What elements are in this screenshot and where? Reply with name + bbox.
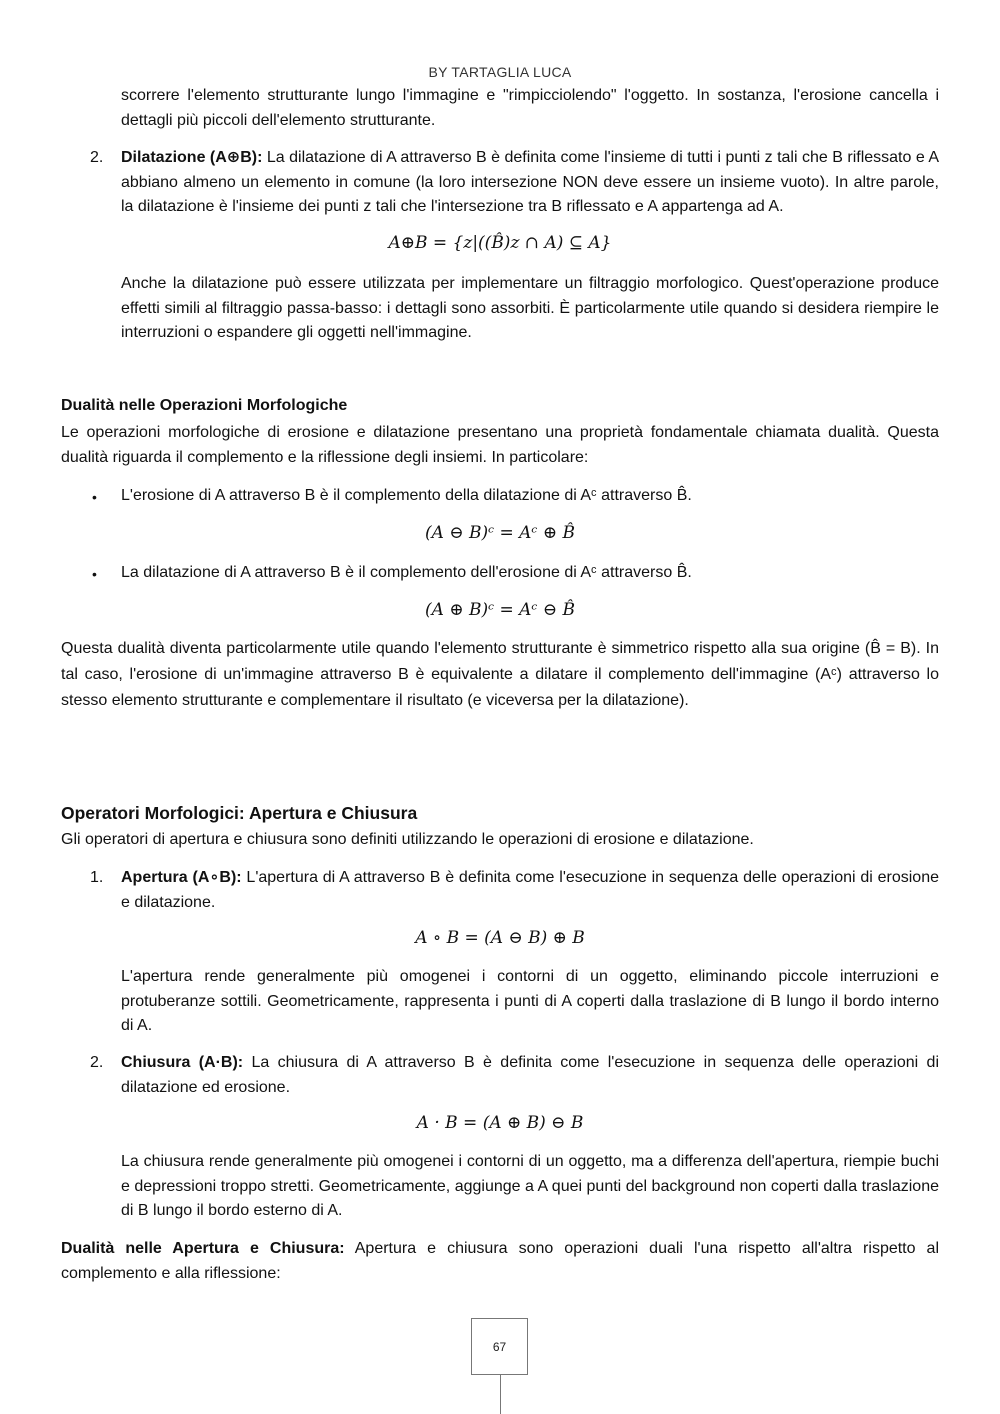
operators-intro: Gli operatori di apertura e chiusura sono definiti utilizzando le operazioni di erosione e dilatazione.: [61, 831, 754, 848]
opening-text: L'apertura di A attraverso B è definita come l'esecuzione in sequenza delle operazioni di erosione e dilatazione.: [121, 869, 939, 911]
dilation-item: [121, 146, 939, 220]
dilation-title: Dilatazione (A⊕B):: [121, 149, 263, 166]
opening-item: [121, 866, 939, 915]
duality-heading: Dualità nelle Operazioni Morfologiche: [61, 397, 348, 414]
bullet-2-glyph: •: [92, 566, 97, 582]
open-close-duality-text: Apertura e chiusura sono operazioni duali l'una rispetto all'altra rispetto al complemento e alla riflessione:: [61, 1240, 940, 1282]
duality-outro: Questa dualità diventa particolarmente utile quando l'elemento strutturante è simmetrico rispetto alla sua origine (B̂ = B). In tal caso, l'erosione di un'immagine attraverso B è equivalente a dilatare il complemento dell'immagine (Aᶜ) attraverso lo stesso elemento strutturante e complementare il risultato (e viceversa per la dilatazione).: [61, 640, 939, 709]
closing-note: La chiusura rende generalmente più omogenei i contorni di un oggetto, ma a differenza dell'apertura, riempie buchi e depressioni troppo stretti. Geometricamente, aggiunge a A quei punti del background non coperti dalla traslazione di B lungo il bordo esterno di A.: [121, 1153, 939, 1219]
operators-heading: Operatori Morfologici: Apertura e Chiusura: [61, 803, 418, 823]
duality-formula-2: (A ⊕ B)ᶜ = Aᶜ ⊖ B̂: [425, 600, 575, 620]
duality-intro: Le operazioni morfologiche di erosione e dilatazione presentano una proprietà fondamentale chiamata dualità. Questa dualità riguarda il complemento e la riflessione degli insiemi. In particolare:: [61, 424, 939, 466]
page-header: BY TARTAGLIA LUCA: [428, 64, 572, 80]
closing-text: La chiusura di A attraverso B è definita come l'esecuzione in sequenza delle operazioni di dilatazione ed erosione.: [121, 1054, 939, 1096]
page-number: 67: [471, 1318, 528, 1375]
opening-formula: A ∘ B = (A ⊖ B) ⊕ B: [415, 928, 585, 948]
duality-bullet-2: La dilatazione di A attraverso B è il complemento dell'erosione di Aᶜ attraverso B̂.: [121, 564, 692, 581]
dilation-note: Anche la dilatazione può essere utilizzata per implementare un filtraggio morfologico. Quest'operazione produce effetti simili al filtraggio passa-basso: i dettagli sono assorbiti. È particolarmente utile quando si desidera riempire le interruzioni o espandere gli oggetti nell'immagine.: [121, 275, 939, 341]
open-close-duality-title: Dualità nelle Apertura e Chiusura:: [61, 1240, 345, 1257]
closing-number: 2.: [90, 1054, 104, 1071]
dilation-formula: A⊕B = {z|((B̂)z ∩ A) ⊆ A}: [388, 233, 612, 253]
opening-note: L'apertura rende generalmente più omogenei i contorni di un oggetto, eliminando piccole interruzioni e protuberanze sottili. Geometricamente, rappresenta i punti di A coperti dalla traslazione di B lungo il bordo interno di A.: [121, 968, 939, 1034]
erosion-continuation: scorrere l'elemento strutturante lungo l'immagine e "rimpicciolendo" l'oggetto. In sostanza, l'erosione cancella i dettagli più piccoli dell'elemento strutturante.: [121, 87, 939, 129]
duality-bullet-1: L'erosione di A attraverso B è il complemento della dilatazione di Aᶜ attraverso B̂.: [121, 487, 692, 504]
open-close-duality: [61, 1237, 939, 1286]
opening-title: Apertura (A∘B):: [121, 869, 242, 886]
page-number-stem: [500, 1375, 501, 1414]
closing-title: Chiusura (A·B):: [121, 1054, 244, 1071]
closing-formula: A · B = (A ⊕ B) ⊖ B: [416, 1113, 584, 1133]
dilation-text: La dilatazione di A attraverso B è definita come l'insieme di tutti i punti z tali che B riflessato e A abbiano almeno un elemento in comune (la loro intersezione NON deve essere un insieme vuoto). In altre parole, la dilatazione è l'insieme dei punti z tali che l'intersezione tra B riflessato e A appartenga ad A.: [121, 149, 940, 215]
closing-item: [121, 1051, 939, 1100]
bullet-1-glyph: •: [92, 489, 97, 505]
opening-number: 1.: [90, 869, 104, 886]
dilation-number: 2.: [90, 149, 104, 166]
duality-formula-1: (A ⊖ B)ᶜ = Aᶜ ⊕ B̂: [425, 523, 575, 543]
